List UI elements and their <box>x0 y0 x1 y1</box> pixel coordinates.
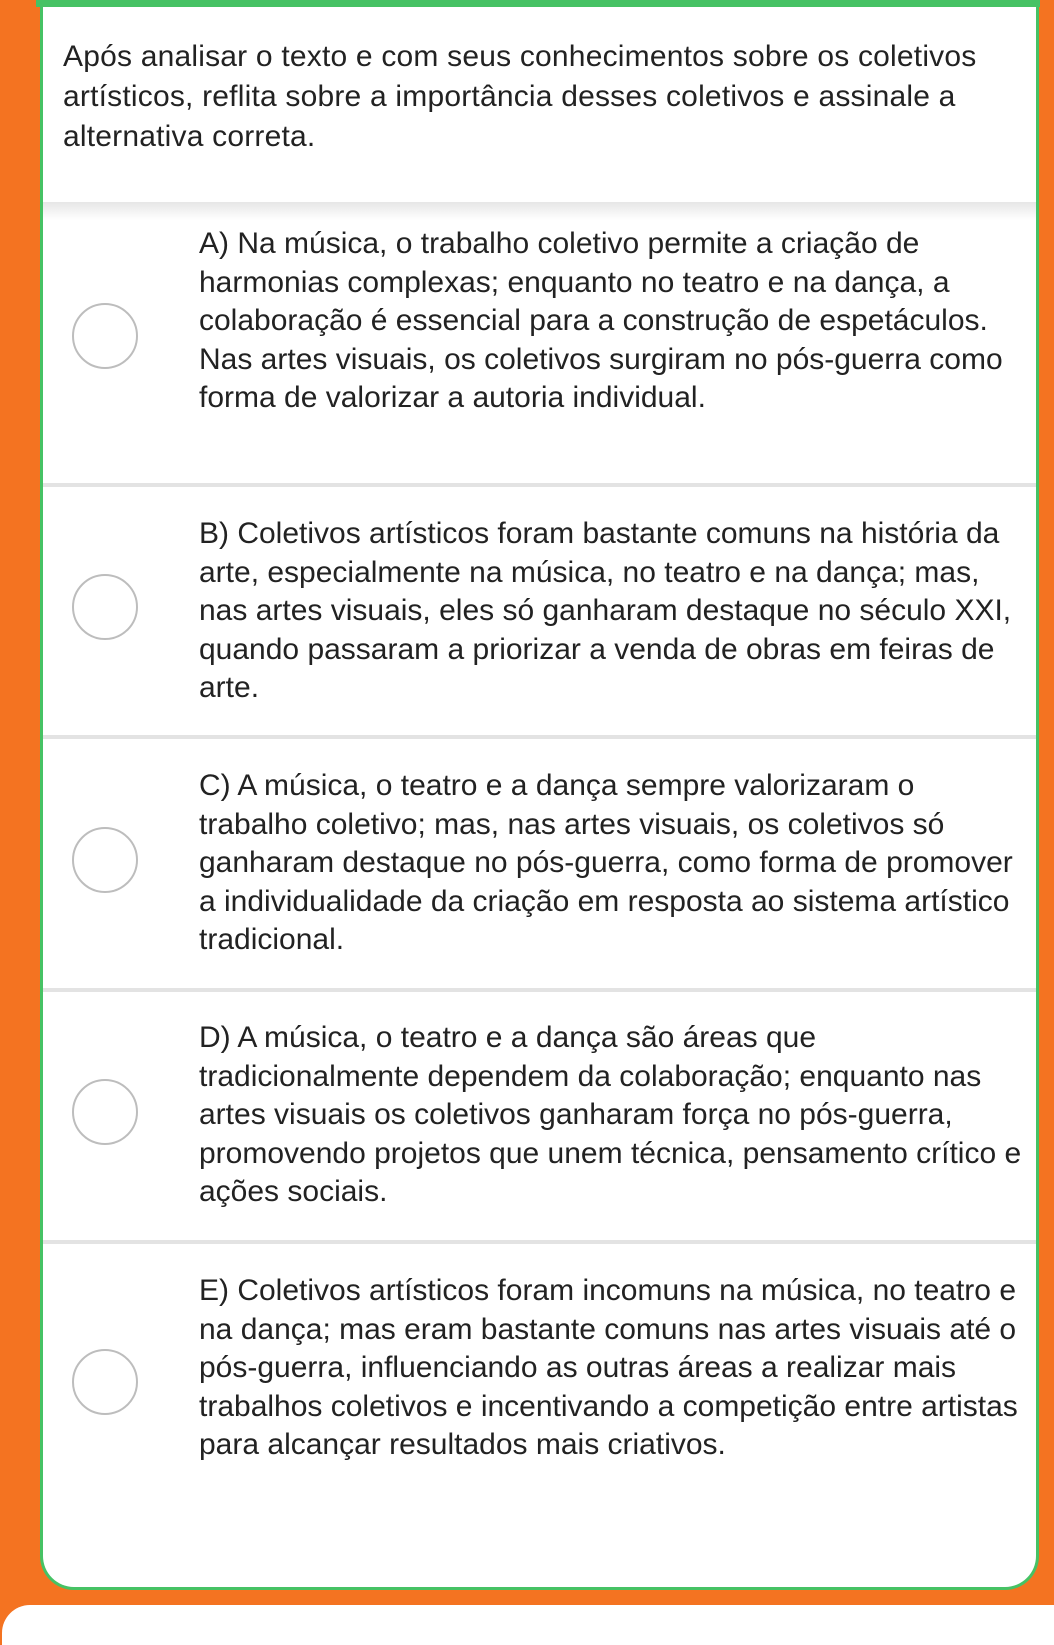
progress-bar <box>36 0 1040 7</box>
option-a-radio[interactable] <box>72 303 138 369</box>
question-text: Após analisar o texto e com seus conhecimentos sobre os coletivos artísticos, reflita sobre a importância desses coletivos e assinale a alternativa correta. <box>63 40 977 153</box>
question-card <box>40 7 1039 1590</box>
header-separator <box>43 202 1036 220</box>
divider <box>43 1240 1036 1244</box>
option-b-radio[interactable] <box>72 574 138 640</box>
divider <box>43 483 1036 487</box>
option-c-text[interactable]: C) A música, o teatro e a dança sempre valorizaram o trabalho coletivo; mas, nas artes visuais, os coletivos só ganharam destaque no pós-guerra, como forma de promover a individualidade da criação em resposta ao sistema artístico tradicional. <box>199 769 1013 956</box>
option-a-text[interactable]: A) Na música, o trabalho coletivo permite a criação de harmonias complexas; enquanto no teatro e na dança, a colaboração é essencial para a construção de espetáculos. Nas artes visuais, os coletivos surgiram no pós-guerra como forma de valorizar a autoria individual. <box>199 227 1003 414</box>
option-e-text[interactable]: E) Coletivos artísticos foram incomuns na música, no teatro e na dança; mas eram bastante comuns nas artes visuais até o pós-guerra, influenciando as outras áreas a realizar mais trabalhos coletivos e incentivando a competição entre artistas para alcançar resultados mais criativos. <box>199 1274 1018 1461</box>
divider <box>43 988 1036 992</box>
option-d-text[interactable]: D) A música, o teatro e a dança são áreas que tradicionalmente dependem da colaboração; enquanto nas artes visuais os coletivos ganharam força no pós-guerra, promovendo projetos que unem técnica, pensamento crítico e ações sociais. <box>199 1021 1022 1208</box>
next-card-edge <box>2 1605 1054 1645</box>
option-b-text[interactable]: B) Coletivos artísticos foram bastante comuns na história da arte, especialmente na música, no teatro e na dança; mas, nas artes visuais, eles só ganharam destaque no século XXI, quando passaram a priorizar a venda de obras em feiras de arte. <box>199 517 1012 704</box>
divider <box>43 735 1036 739</box>
option-d-radio[interactable] <box>72 1079 138 1145</box>
option-e-radio[interactable] <box>72 1349 138 1415</box>
option-c-radio[interactable] <box>72 827 138 893</box>
